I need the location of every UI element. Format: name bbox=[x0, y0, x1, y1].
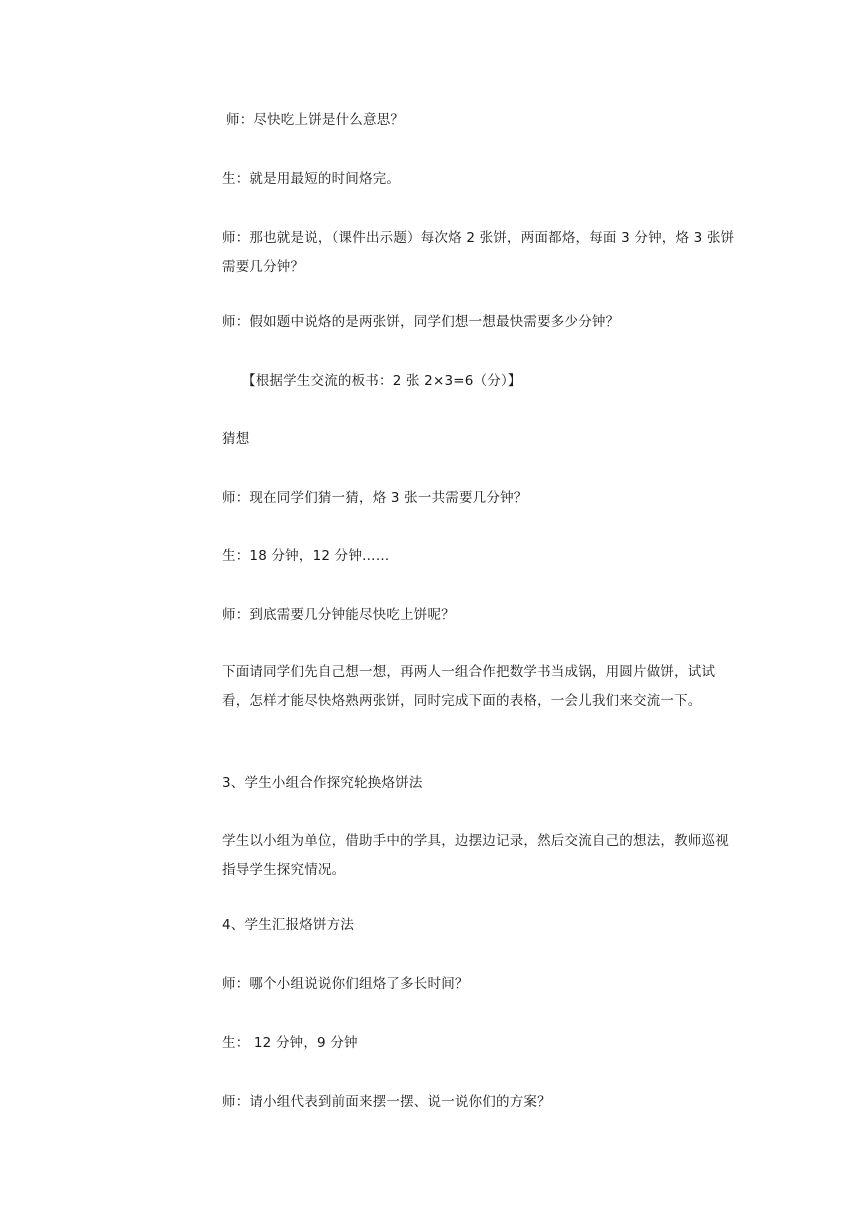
section-guess-heading: 猜想 bbox=[222, 431, 250, 447]
section-3-heading: 3、学生小组合作探究轮换烙饼法 bbox=[222, 775, 423, 791]
dialogue-teacher-present: 师：请小组代表到前面来摆一摆、说一说你们的方案？ bbox=[222, 1094, 551, 1110]
dialogue-student-answer-shortest: 生：就是用最短的时间烙完。 bbox=[222, 171, 401, 187]
dialogue-teacher-which-group: 师：哪个小组说说你们组烙了多长时间？ bbox=[222, 976, 469, 992]
dialogue-teacher-problem: 师：那也就是说，（课件出示题）每次烙 2 张饼，两面都烙，每面 3 分钟，烙 3 张饼需要几分钟？ bbox=[222, 230, 735, 275]
dialogue-teacher-question-meaning: 师：尽快吃上饼是什么意思？ bbox=[226, 112, 405, 128]
dialogue-teacher-two-cakes: 师：假如题中说烙的是两张饼，同学们想一想最快需要多少分钟？ bbox=[222, 314, 620, 330]
dialogue-student-guess-answer: 生：18 分钟，12 分钟…… bbox=[222, 548, 390, 564]
group-activity-paragraph: 学生以小组为单位，借助手中的学具，边摆边记录，然后交流自己的想法，教师巡视指导学生探究情况。 bbox=[222, 833, 729, 878]
blackboard-note: 【根据学生交流的板书：2 张 2×3=6（分）】 bbox=[242, 373, 522, 389]
dialogue-teacher-guess: 师：现在同学们猜一猜，烙 3 张一共需要几分钟？ bbox=[222, 490, 528, 506]
dialogue-student-times: 生： 12 分钟，9 分钟 bbox=[222, 1035, 358, 1051]
instruction-paragraph: 下面请同学们先自己想一想，再两人一组合作把数学书当成锅，用圆片做饼，试试看，怎样才能尽快烙熟两张饼，同时完成下面的表格，一会儿我们来交流一下。 bbox=[222, 664, 716, 709]
dialogue-teacher-how-many: 师：到底需要几分钟能尽快吃上饼呢？ bbox=[222, 607, 455, 623]
section-4-heading: 4、学生汇报烙饼方法 bbox=[222, 917, 355, 933]
